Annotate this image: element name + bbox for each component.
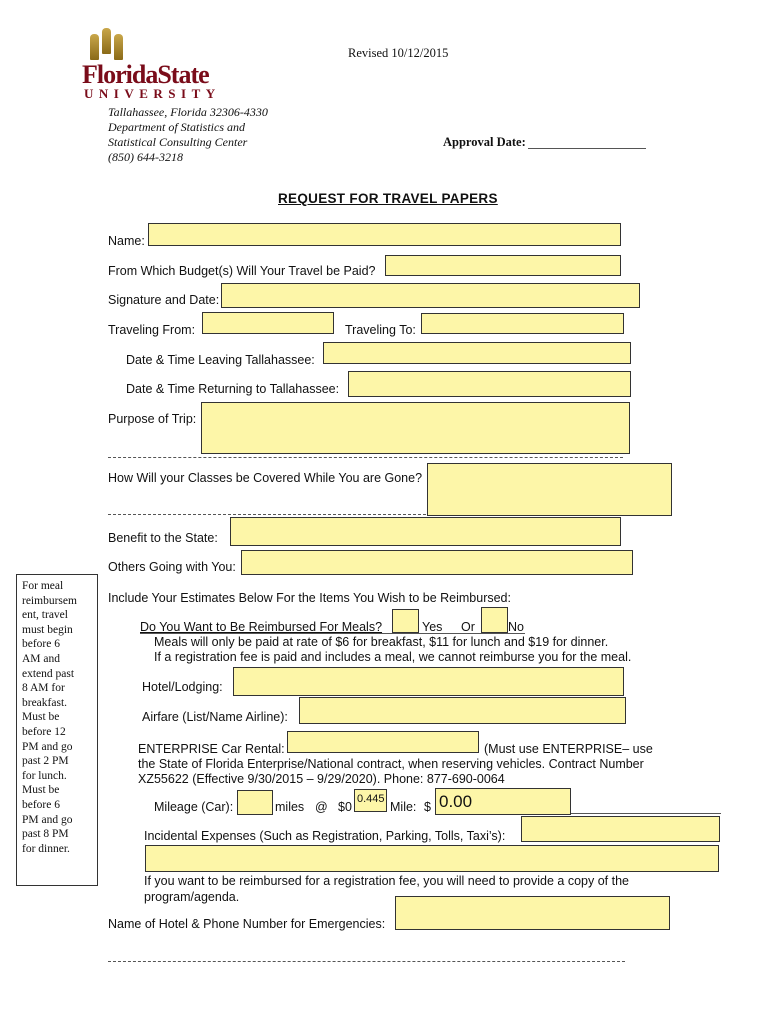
- note-line: before 12: [22, 725, 66, 738]
- lodging-label: Hotel/Lodging:: [142, 680, 223, 694]
- meal-time-note: [16, 574, 98, 886]
- mileage-total-field[interactable]: [435, 788, 571, 815]
- hotel-phone-field[interactable]: [395, 896, 670, 930]
- incidental-field[interactable]: [521, 816, 720, 842]
- meal-registration-note: If a registration fee is paid and includes a meal, we cannot reimburse you for the meal.: [154, 650, 632, 664]
- address-line: Tallahassee, Florida 32306-4330: [108, 105, 268, 119]
- meals-yes-label: Yes: [422, 620, 443, 634]
- revised-date: Revised 10/12/2015: [348, 46, 449, 60]
- note-line: Must be: [22, 784, 60, 797]
- airfare-field[interactable]: [299, 697, 626, 724]
- leaving-field[interactable]: [323, 342, 631, 364]
- note-line: reimbursem: [22, 594, 77, 607]
- others-field[interactable]: [241, 550, 633, 575]
- logo-subtitle: UNIVERSITY: [84, 86, 221, 101]
- incidental-field-2[interactable]: [145, 845, 719, 872]
- meals-no-label: No: [508, 620, 524, 634]
- note-line: past 2 PM: [22, 755, 69, 768]
- car-rental-label: ENTERPRISE Car Rental:: [138, 742, 285, 756]
- meals-underline: [140, 633, 525, 634]
- mileage-total-value: 0.00: [439, 792, 473, 811]
- car-rental-field[interactable]: [287, 731, 479, 753]
- traveling-to-label: Traveling To:: [345, 323, 416, 337]
- mileage-miles-field[interactable]: [237, 790, 273, 815]
- returning-label: Date & Time Returning to Tallahassee:: [126, 382, 340, 396]
- note-line: extend past: [22, 667, 75, 680]
- note-line: PM and go: [22, 740, 73, 753]
- note-line: 8 AM for: [22, 682, 65, 695]
- purpose-underline: [108, 457, 623, 458]
- note-line: for dinner.: [22, 842, 70, 855]
- classes-label: How Will your Classes be Covered While You are Gone?: [108, 471, 423, 485]
- purpose-field[interactable]: [201, 402, 630, 454]
- registration-note-2: program/agenda.: [144, 890, 240, 904]
- traveling-from-field[interactable]: [202, 312, 334, 334]
- address-line: Department of Statistics and: [108, 120, 245, 134]
- mileage-mile-label: Mile:: [390, 800, 417, 814]
- benefit-field[interactable]: [230, 517, 621, 546]
- airfare-label: Airfare (List/Name Airline):: [142, 710, 288, 724]
- mileage-underline: [571, 813, 721, 814]
- torch-icon: [114, 34, 123, 60]
- meals-no-checkbox[interactable]: [481, 607, 508, 633]
- traveling-to-field[interactable]: [421, 313, 624, 334]
- returning-field[interactable]: [348, 371, 631, 397]
- logo-wordmark: FloridaState: [82, 60, 209, 89]
- traveling-from-label: Traveling From:: [108, 323, 196, 337]
- estimates-label: Include Your Estimates Below For the Items You Wish to be Reimbursed:: [108, 591, 511, 605]
- meals-question: Do You Want to Be Reimbursed For Meals?: [140, 620, 383, 634]
- classes-underline: [108, 514, 426, 515]
- hotel-phone-underline: [108, 961, 625, 962]
- meals-or-label: Or: [461, 620, 475, 634]
- note-line: before 6: [22, 638, 60, 651]
- car-contract-note: the State of Florida Enterprise/National contract, when reserving vehicles. Contract Number: [138, 757, 644, 771]
- benefit-label: Benefit to the State:: [108, 531, 218, 545]
- note-line: PM and go: [22, 813, 73, 826]
- budget-field[interactable]: [385, 255, 621, 276]
- note-line: past 8 PM: [22, 828, 69, 841]
- note-line: must begin: [22, 623, 73, 636]
- note-line: for lunch.: [22, 769, 67, 782]
- approval-date-line[interactable]: [528, 148, 646, 149]
- note-line: breakfast.: [22, 696, 68, 709]
- torch-icon: [102, 28, 111, 54]
- signature-field[interactable]: [221, 283, 640, 308]
- mileage-currency: $: [424, 800, 431, 814]
- mileage-dollar: $0: [338, 800, 352, 814]
- hotel-phone-label: Name of Hotel & Phone Number for Emergencies:: [108, 917, 386, 931]
- fsu-logo: [82, 26, 232, 104]
- leaving-label: Date & Time Leaving Tallahassee:: [126, 353, 315, 367]
- registration-note: If you want to be reimbursed for a registration fee, you will need to provide a copy of the: [144, 874, 629, 888]
- note-line: ent, travel: [22, 609, 68, 622]
- classes-field[interactable]: [427, 463, 672, 516]
- name-field[interactable]: [148, 223, 621, 246]
- others-label: Others Going with You:: [108, 560, 236, 574]
- note-line: before 6: [22, 798, 60, 811]
- lodging-field[interactable]: [233, 667, 624, 696]
- car-rental-note: (Must use ENTERPRISE– use: [484, 742, 653, 756]
- mileage-at: @: [315, 800, 328, 814]
- name-label: Name:: [108, 234, 145, 248]
- purpose-label: Purpose of Trip:: [108, 412, 197, 426]
- car-phone-note: XZ55622 (Effective 9/30/2015 – 9/29/2020). Phone: 877-690-0064: [138, 772, 505, 786]
- note-line: AM and: [22, 652, 61, 665]
- address-line: (850) 644-3218: [108, 150, 183, 164]
- budget-label: From Which Budget(s) Will Your Travel be Paid?: [108, 264, 376, 278]
- address-block: [108, 105, 268, 165]
- signature-label: Signature and Date:: [108, 293, 220, 307]
- note-line: For meal: [22, 580, 64, 592]
- meals-yes-checkbox[interactable]: [392, 609, 419, 633]
- torch-icon: [90, 34, 99, 60]
- mileage-miles-label: miles: [275, 800, 305, 814]
- page-title: REQUEST FOR TRAVEL PAPERS: [278, 191, 498, 206]
- mileage-label: Mileage (Car):: [154, 800, 234, 814]
- mileage-rate-field[interactable]: [354, 789, 387, 812]
- mileage-rate-value: 0.445: [357, 793, 385, 805]
- note-line: Must be: [22, 711, 60, 724]
- incidental-label: Incidental Expenses (Such as Registration, Parking, Tolls, Taxi’s):: [144, 829, 506, 843]
- meal-rate-note: Meals will only be paid at rate of $6 for breakfast, $11 for lunch and $19 for dinner.: [154, 635, 609, 649]
- address-line: Statistical Consulting Center: [108, 135, 248, 149]
- approval-date-label: Approval Date:: [443, 135, 526, 149]
